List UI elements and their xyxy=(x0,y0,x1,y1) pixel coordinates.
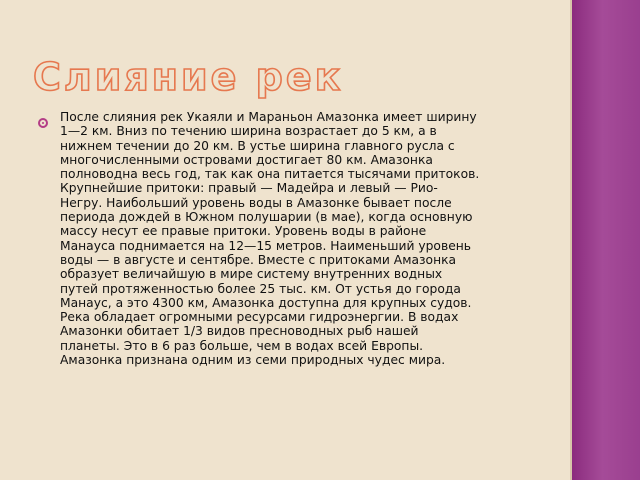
side-band xyxy=(572,0,640,480)
body-line: Манаус, а это 4300 км, Амазонка доступна для крупных судов. xyxy=(60,295,472,310)
body-line: массу несут ее правые притоки. Уровень воды в районе xyxy=(60,224,427,239)
body-line: воды — в августе и сентябре. Вместе с притоками Амазонка xyxy=(60,252,457,267)
slide-title: Слияние рек xyxy=(33,55,344,99)
circle-bullet-icon xyxy=(38,118,48,128)
body-line: планеты. Это в 6 раз больше, чем в водах всей Европы. xyxy=(60,338,424,353)
body-line: периода дождей в Южном полушарии (в мае), когда основную xyxy=(60,210,473,225)
body-line: многочисленными островами достигает 80 км. Амазонка xyxy=(60,152,433,167)
body-line: Река обладает огромными ресурсами гидроэнергии. В водах xyxy=(60,310,459,325)
slide-body xyxy=(60,110,520,367)
body-line: путей протяженностью более 25 тыс. км. От устья до города xyxy=(60,281,461,296)
body-line: образует величайшую в мире систему внутренних водных xyxy=(60,267,443,282)
body-line: Амазонка признана одним из семи природных чудес мира. xyxy=(60,353,446,368)
body-line: Манауса поднимается на 12—15 метров. Наименьший уровень xyxy=(60,238,472,253)
body-line: 1—2 км. Вниз по течению ширина возрастает до 5 км, а в xyxy=(60,124,437,139)
body-line: После слияния рек Укаяли и Мараньон Амазонка имеет ширину xyxy=(60,110,477,124)
body-line: Негру. Наибольший уровень воды в Амазонке бывает после xyxy=(60,195,452,210)
body-line: нижнем течении до 20 км. В устье ширина главного русла с xyxy=(60,138,455,153)
body-line: Амазонки обитает 1/3 видов пресноводных рыб нашей xyxy=(60,324,419,339)
body-line: полноводна весь год, так как она питается тысячами притоков. xyxy=(60,167,480,182)
body-line: Крупнейшие притоки: правый — Мадейра и левый — Рио- xyxy=(60,181,438,196)
